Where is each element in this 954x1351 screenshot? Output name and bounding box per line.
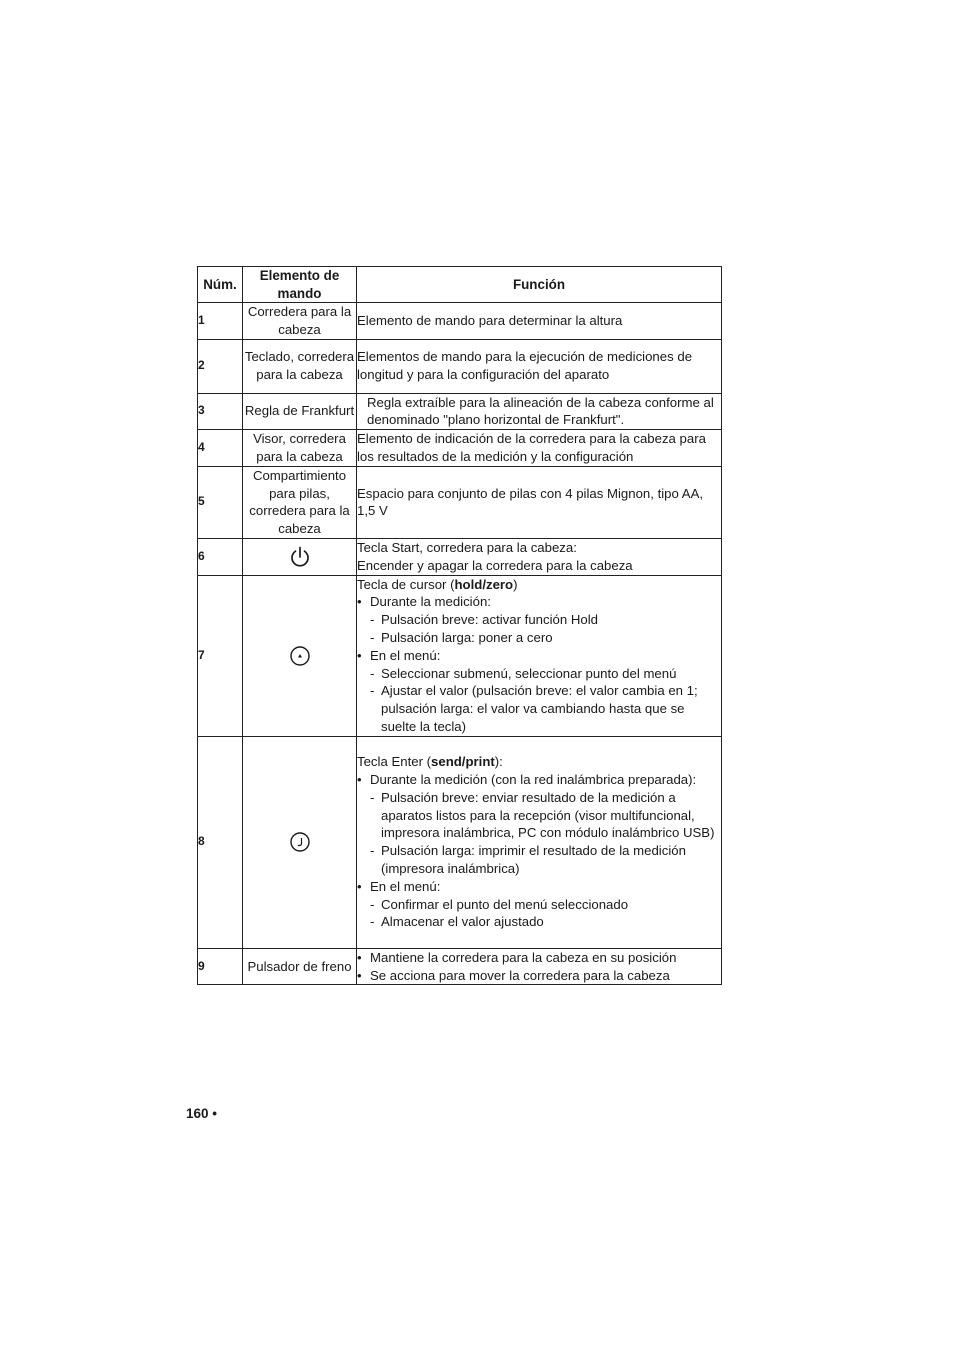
item-text: Pulsación larga: poner a cero [381, 629, 553, 645]
sub-item [357, 896, 721, 914]
row-function: Elementos de mando para la ejecución de mediciones de longitud y para la configuración del aparato [357, 339, 722, 393]
controls-table [197, 266, 722, 985]
row-number: 5 [198, 466, 243, 538]
row-element [243, 736, 357, 948]
sub-item [357, 789, 721, 842]
item-text: Ajustar el valor (pulsación breve: el valor cambia en 1; pulsación larga: el valor va cambiando hasta que se suelte la tecla) [381, 683, 698, 734]
bullet-mark: • [357, 772, 362, 788]
item-text: Pulsación larga: imprimir el resultado de la medición (impresora inalámbrica) [381, 843, 686, 877]
table-row [198, 303, 722, 340]
dash-mark: - [370, 629, 375, 645]
item-text: Se acciona para mover la corredera para la cabeza [370, 967, 670, 983]
row-element: Teclado, corredera para la cabeza [243, 339, 357, 393]
item-text: Almacenar el valor ajustado [381, 914, 544, 930]
item-text: Pulsación breve: activar función Hold [381, 612, 598, 628]
enter-icon [289, 831, 311, 853]
row-number: 7 [198, 575, 243, 736]
header-element: Elemento de mando [243, 267, 357, 303]
item-text: Seleccionar submenú, seleccionar punto del menú [381, 665, 677, 681]
bullet-item [357, 967, 721, 985]
dash-mark: - [370, 789, 375, 805]
row-number: 4 [198, 430, 243, 467]
row-function: Espacio para conjunto de pilas con 4 pilas Mignon, tipo AA, 1,5 V [357, 466, 722, 538]
cursor-up-icon [289, 645, 311, 667]
table-row [198, 948, 722, 985]
function-line: Encender y apagar la corredera para la cabeza [357, 557, 633, 573]
row-element: Compartimiento para pilas, corredera para la cabeza [243, 466, 357, 538]
function-line: Tecla Start, corredera para la cabeza: [357, 539, 577, 555]
function-items [357, 949, 721, 985]
sub-item [357, 665, 721, 683]
table-row [198, 430, 722, 467]
item-text: Confirmar el punto del menú seleccionado [381, 896, 629, 912]
table-row [198, 393, 722, 430]
row-function [357, 538, 722, 575]
row-function [357, 948, 722, 985]
row-number: 1 [198, 303, 243, 340]
row-function [357, 575, 722, 736]
row-number: 3 [198, 393, 243, 430]
table-header-row [198, 267, 722, 303]
table-row [198, 736, 722, 948]
table-row [198, 538, 722, 575]
row-element: Regla de Frankfurt [243, 393, 357, 430]
dash-mark: - [370, 896, 375, 912]
power-icon [289, 545, 311, 569]
row-element: Visor, corredera para la cabeza [243, 430, 357, 467]
bullet-mark: • [357, 878, 362, 894]
table-row [198, 466, 722, 538]
row-function: Elemento de mando para determinar la altura [357, 303, 722, 340]
item-text: Durante la medición (con la red inalámbrica preparada): [370, 772, 697, 788]
dash-mark: - [370, 612, 375, 628]
bullet-item [357, 949, 721, 967]
table-row [198, 575, 722, 736]
function-intro: Tecla de cursor (hold/zero) [357, 576, 518, 592]
row-element [243, 538, 357, 575]
sub-item [357, 629, 721, 647]
sub-item [357, 913, 721, 931]
bullet-mark: • [357, 647, 362, 663]
row-element [243, 575, 357, 736]
row-element: Corredera para la cabeza [243, 303, 357, 340]
bullet-item [357, 878, 721, 896]
sub-item [357, 611, 721, 629]
row-function [357, 736, 722, 948]
key-name: hold/zero [454, 576, 514, 592]
bullet-item [357, 771, 721, 789]
function-items [357, 771, 721, 931]
dash-mark: - [370, 665, 375, 681]
row-function: Regla extraíble para la alineación de la cabeza conforme al denominado "plano horizontal de Frankfurt". [357, 393, 722, 430]
function-intro: Tecla Enter (send/print): [357, 754, 503, 770]
item-text: Mantiene la corredera para la cabeza en su posición [370, 949, 677, 965]
bullet-mark: • [357, 949, 362, 965]
table-row [198, 339, 722, 393]
sub-item [357, 842, 721, 878]
row-number: 2 [198, 339, 243, 393]
header-num: Núm. [198, 267, 243, 303]
dash-mark: - [370, 683, 375, 699]
row-number: 8 [198, 736, 243, 948]
item-text: Durante la medición: [370, 594, 491, 610]
row-number: 6 [198, 538, 243, 575]
sub-item [357, 682, 721, 735]
item-text: En el menú: [370, 878, 441, 894]
row-number: 9 [198, 948, 243, 985]
dash-mark: - [370, 914, 375, 930]
page-number: 160 • [186, 1106, 218, 1121]
header-function: Función [357, 267, 722, 303]
key-name: send/print [431, 754, 495, 770]
bullet-item [357, 593, 721, 611]
row-function: Elemento de indicación de la corredera para la cabeza para los resultados de la medición y la configuración [357, 430, 722, 467]
bullet-mark: • [357, 967, 362, 983]
dash-mark: - [370, 843, 375, 859]
row-element: Pulsador de freno [243, 948, 357, 985]
item-text: Pulsación breve: enviar resultado de la medición a aparatos listos para la recepción (visor multifuncional, impresora inalámbrica, PC con módulo inalámbrico USB) [381, 789, 715, 841]
bullet-item [357, 647, 721, 665]
item-text: En el menú: [370, 647, 441, 663]
function-items [357, 593, 721, 735]
bullet-mark: • [357, 594, 362, 610]
